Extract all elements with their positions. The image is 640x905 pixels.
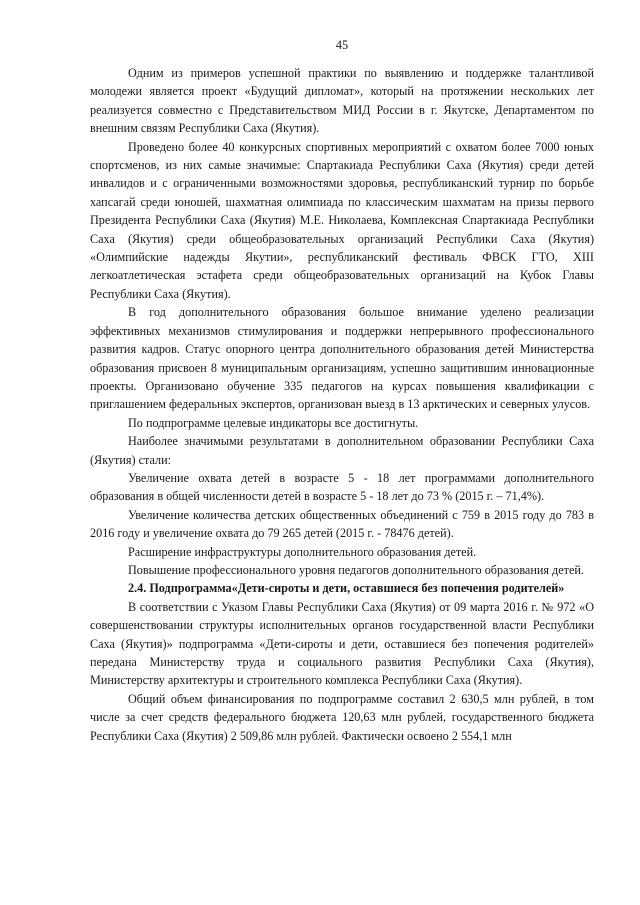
paragraph-future-diplomat: Одним из примеров успешной практики по выявлению и поддержке талантливой молодежи является проект «Будущий дипломат», который на протяжении нескольких лет реализуется совместно с Представительством МИД России в г. Якутске, Департаментом по внешним связям Республики Саха (Якутия). (90, 66, 594, 136)
paragraph-financing: Общий объем финансирования по подпрограмме составил 2 630,5 млн рублей, в том числе за счет средств федерального бюджета 120,63 млн рублей, государственного бюджета Республики Саха (Якутия) 2 509,86 млн рублей. Фактически освоено 2 554,1 млн (90, 691, 594, 743)
paragraph-associations-increase: Увеличение количества детских общественных объединений с 759 в 2015 году до 783 в 2016 году и увеличение охвата до 79 265 детей (2015 г. - 78476 детей). (90, 507, 594, 541)
paragraph-decree: В соответствии с Указом Главы Республики Саха (Якутия) от 09 марта 2016 г. № 972 «О совершенствовании структуры исполнительных органов государственной власти Республики Саха (Якутия)» подпрограмма «Дети-сироты и дети, оставшиеся без попечения родителей» передана Министерству труда и социального развития Республики Саха (Якутия), Министерству архитектуры и строительного комплекса Республики Саха (Якутия). (90, 599, 594, 688)
paragraph-key-results-intro: Наиболее значимыми результатами в дополнительном образовании Республики Саха (Якутия) стали: (90, 434, 594, 467)
paragraph-coverage-increase: Увеличение охвата детей в возрасте 5 - 18 лет программами дополнительного образования в общей численности детей в возрасте 5 - 18 лет до 73 % (2015 г. – 71,4%). (90, 470, 594, 504)
paragraph-indicators-achieved: По подпрограмме целевые индикаторы все достигнуты. (128, 415, 419, 430)
paragraph-staff-development: В год дополнительного образования большое внимание уделено реализации эффективных механизмов стимулирования и поддержки непрерывного профессионального развития кадров. Статус опорного центра дополнительного образования детей Министерства образования присвоен 8 муниципальным организациям, успешно защитившим инновационные проекты. Организовано обучение 335 педагогов на курсах повышения квалификации с приглашением федеральных экспертов, организован выезд в 13 арктических и северных улусов. (90, 305, 594, 412)
paragraph-sports-events: Проведено более 40 конкурсных спортивных мероприятий с охватом более 7000 юных спортсменов, из них самые значимые: Спартакиада Республики Саха (Якутия) среди детей инвалидов и с ограниченными возможностями здоровья, республиканский турнир по борьбе хапсагай среди юношей, шахматная олимпиада по классическим шахматам на призы первого Президента Республики Саха (Якутия) М.Е. Николаева, Комплексная Спартакиада Республики Саха (Якутия) среди общеобразовательных организаций Республики Саха (Якутия) «Олимпийские надежды Якутии», республиканский фестиваль ФВСК ГТО, XIII легкоатлетическая эстафета среди общеобразовательных организаций на Кубок Главы Республики Саха (Якутия). (90, 139, 594, 301)
paragraph-teacher-qualification: Повышение профессионального уровня педагогов дополнительного образования детей. (128, 562, 584, 577)
paragraph-infrastructure: Расширение инфраструктуры дополнительного образования детей. (128, 544, 477, 559)
page-number: 45 (335, 38, 349, 52)
section-heading: 2.4. Подпрограмма«Дети-сироты и дети, оставшиеся без попечения родителей» (128, 581, 565, 596)
